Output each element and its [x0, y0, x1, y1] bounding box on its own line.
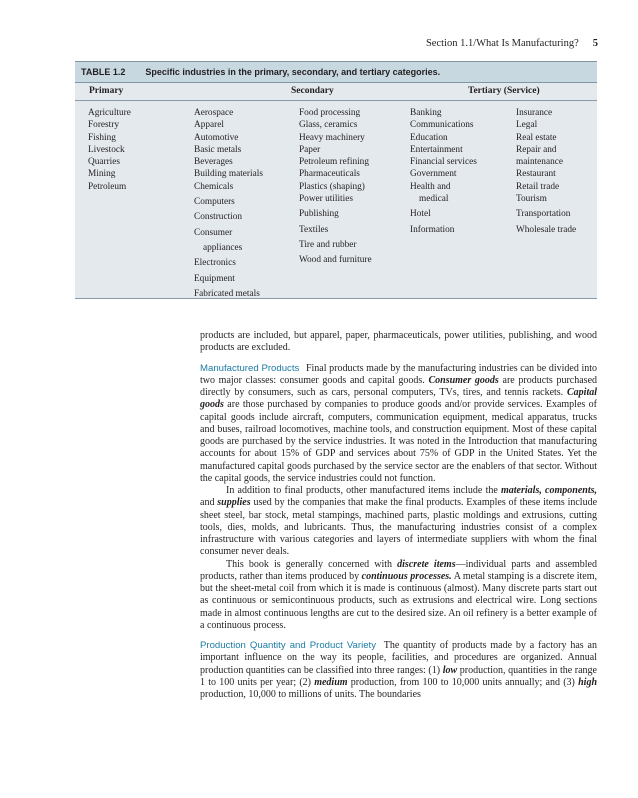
term: materials,: [501, 485, 542, 496]
table-cell: Building materials: [194, 169, 263, 180]
table-cell: Fabricated metals: [194, 288, 260, 299]
table-cell: Mining: [88, 169, 116, 180]
table-cell: Information: [410, 224, 455, 235]
table-cell: Tourism: [516, 194, 547, 205]
column-primary: [88, 107, 131, 193]
table-cell: Wholesale trade: [516, 224, 577, 235]
table-cell: Food processing: [299, 108, 361, 118]
table-cell: Agriculture: [88, 108, 131, 118]
table-cell: Plastics (shaping): [299, 181, 365, 192]
table-cell: Communications: [410, 120, 474, 131]
table-cell: Fishing: [88, 132, 116, 143]
term: discrete items: [397, 558, 456, 570]
table-cell: Insurance: [516, 108, 553, 118]
term: medium: [314, 676, 348, 688]
paragraph: In addition to final products, other manufactured items include the materials, components, and supplies used by the companies that make the final products. Examples of these items include sheet steel, bar stock, metal stampings, machined parts, plastic moldings and extrusions, cutting tools, dies, molds, and lubricants. Thus, the manufacturing industries consist of a complex infrastructure with various categories and layers of intermediate suppliers with whom the final consumer never deals.: [200, 485, 598, 558]
table-cell: Petroleum refining: [299, 157, 369, 168]
table-cell: Glass, ceramics: [299, 120, 358, 131]
header-tertiary: Tertiary (Service): [468, 86, 540, 96]
table-cell: Pharmaceuticals: [299, 169, 360, 180]
subheading: Production Quantity and Product Variety: [200, 640, 377, 651]
table-cell: appliances: [203, 242, 243, 253]
running-header: [426, 38, 598, 49]
table-cell: Repair and: [516, 144, 557, 155]
table-cell: Hotel: [410, 209, 431, 220]
table-cell: Retail trade: [516, 181, 560, 192]
table-cell: Entertainment: [410, 144, 463, 155]
paragraph: products are included, but apparel, paper, pharmaceuticals, power utilities, publishing, and wood products are excluded.: [200, 330, 597, 354]
header-secondary: Secondary: [291, 86, 334, 96]
column-tertiary-a: [410, 107, 477, 236]
term: Capital goods: [200, 387, 598, 411]
page-number: 5: [592, 38, 598, 49]
paragraph: This book is generally concerned with discrete items—individual parts and assembled products, rather than items produced by continuous processes. A metal stamping is a discrete item, but the sheet-metal coil from which it is made is continuous (almost). Many discrete parts start out as continuous or semicontinuous products, such as extrusions and electrical wire. Long sections made in almost continuous lengths are cut to the desired size. An oil refinery is a better example of a continuous process.: [200, 558, 597, 631]
subheading: Manufactured Products: [200, 362, 300, 374]
table-cell: Aerospace: [194, 108, 234, 118]
term: continuous processes.: [361, 570, 452, 582]
table-cell: Quarries: [88, 157, 121, 168]
table-cell: Publishing: [299, 209, 339, 220]
term: supplies: [217, 497, 251, 509]
term: low: [442, 664, 458, 676]
table-cell: Forestry: [88, 120, 119, 131]
table-cell: Electronics: [194, 258, 236, 269]
table-cell: Basic metals: [194, 144, 242, 155]
body-text: [200, 330, 597, 701]
paragraph-manufactured-products: Manufactured Products Final products made by the manufacturing industries can be divided into two major classes: consumer goods and capital goods. Consumer goods are products purchased directly by consumers, such as cars, personal computers, TVs, tires, and tennis rackets. Capital goods are those purchased by companies to produce goods and/or provide services. Examples of capital goods include aircraft, computers, communication equipment, medical apparatus, trucks and buses, railroad locomotives, machine tools, and construction equipment. Most of these capital goods are purchased by the service industries. It was noted in the Introduction that manufacturing accounts for about 15% of GDP and services about 75% of GDP in the United States. Yet the manufactured capital goods purchased by the service sector are the enablers of that sector. Without the capital goods, the service industries could not function.: [200, 362, 598, 484]
table-cell: maintenance: [516, 157, 563, 168]
paragraph-production-quantity: Production Quantity and Product Variety The quantity of products made by a factory has an important influence on the way its people, facilities, and procedures are organized. Annual production quantities can be classified into three ranges: (1) low production, quantities in the range 1 to 100 units per year; (2) medium production, from 100 to 10,000 units annually; and (3) high production, 10,000 to millions of units. The boundaries: [200, 640, 598, 700]
table-cell: Equipment: [194, 273, 235, 284]
table-caption-text: Specific industries in the primary, secondary, and tertiary categories.: [145, 67, 441, 77]
table-cell: Paper: [299, 144, 321, 155]
table-cell: Heavy machinery: [299, 132, 365, 143]
table-cell: Government: [410, 169, 457, 180]
table-cell: Real estate: [516, 132, 557, 143]
table-column-headers: [75, 83, 597, 101]
table-cell: Livestock: [88, 144, 125, 155]
table-cell: Apparel: [194, 120, 224, 131]
term: components,: [545, 485, 597, 496]
term: high: [578, 676, 598, 688]
column-tertiary-b: [516, 107, 576, 236]
table-cell: Education: [410, 132, 448, 143]
table-cell: Restaurant: [516, 169, 556, 180]
table-cell: Tire and rubber: [299, 239, 357, 250]
table-cell: Legal: [516, 120, 538, 131]
header-primary: Primary: [89, 86, 124, 96]
table-cell: Textiles: [299, 224, 329, 235]
table-cell: Financial services: [410, 157, 477, 168]
table-cell: Chemicals: [194, 181, 234, 192]
table-cell: Banking: [410, 108, 442, 118]
column-secondary-a: [194, 107, 263, 300]
table-cell: Beverages: [194, 157, 233, 168]
table-cell: Petroleum: [88, 181, 127, 192]
table-cell: medical: [419, 194, 449, 205]
industries-table: [75, 61, 597, 299]
term: Consumer goods: [428, 374, 499, 386]
table-cell: Computers: [194, 197, 235, 208]
table-cell: Automotive: [194, 132, 239, 143]
table-cell: Transportation: [516, 209, 571, 220]
section-title: Section 1.1/What Is Manufacturing?: [425, 38, 579, 49]
table-label: TABLE 1.2: [81, 67, 126, 77]
table-cell: Power utilities: [299, 194, 353, 205]
table-cell: Wood and furniture: [299, 255, 372, 266]
table-cell: Construction: [194, 212, 243, 223]
table-cell: Consumer: [194, 227, 233, 238]
table-caption: [75, 61, 597, 83]
column-secondary-b: [299, 107, 372, 267]
table-cell: Health and: [410, 181, 451, 192]
